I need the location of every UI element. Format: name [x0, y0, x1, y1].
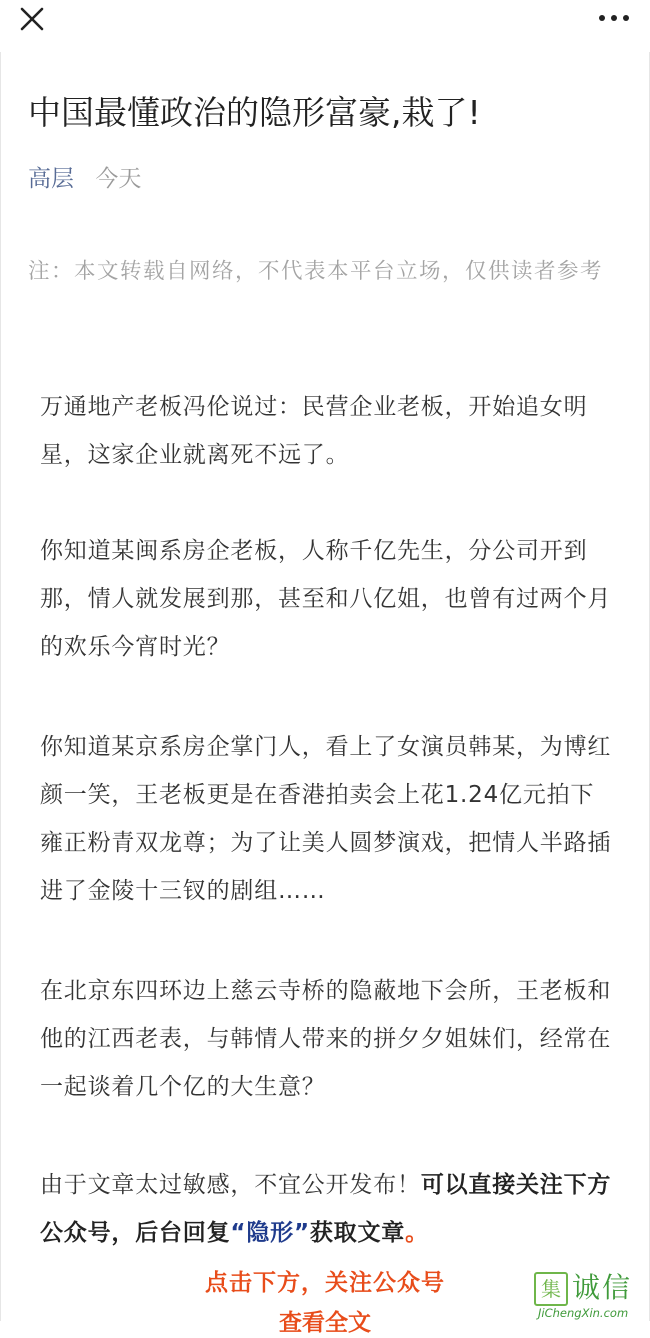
paragraph-1: 万通地产老板冯伦说过：民营企业老板，开始追女明星，这家企业就离死不远了。: [40, 394, 588, 468]
quote-open: “: [230, 1220, 247, 1246]
final-period: 。: [405, 1220, 429, 1246]
watermark-logo-char: 集: [541, 1277, 561, 1301]
author-link[interactable]: 高层: [28, 166, 74, 192]
final-bold-text: 可以直接关注下方公众号，后台回复: [40, 1172, 612, 1246]
keyword: 隐形: [246, 1220, 294, 1246]
page-border-left: [0, 52, 1, 1321]
final-bold-text-2: 获取文章: [309, 1220, 406, 1246]
close-icon[interactable]: [18, 5, 46, 33]
paragraph-2: 你知道某闽系房企老板，人称千亿先生，分公司开到那，情人就发展到那，甚至和八亿姐，也曾有过两个月的欢乐今宵时光？: [40, 538, 612, 660]
paragraph-3: 你知道某京系房企掌门人，看上了女演员韩某，为博红颜一笑，王老板更是在香港拍卖会上花1.24亿元拍下雍正粉青双龙尊；为了让美人圆梦演戏，把情人半路插进了金陵十三钗的剧组……: [40, 734, 612, 904]
more-options-icon[interactable]: [596, 8, 632, 28]
paragraph-4: 在北京东四环边上慈云寺桥的隐蔽地下会所，王老板和他的江西老表，与韩情人带来的拼夕夕姐妹们，经常在一起谈着几个亿的大生意？: [40, 978, 612, 1100]
watermark-name: 诚信: [572, 1271, 633, 1304]
read-full-cta[interactable]: 查看全文: [279, 1310, 371, 1336]
watermark-logo-box: [534, 1272, 568, 1306]
disclaimer-note: 注：本文转载自网络，不代表本平台立场，仅供读者参考: [28, 259, 604, 284]
final-plain-text: 由于文章太过敏感，不宜公开发布！: [40, 1172, 421, 1198]
top-toolbar: [0, 0, 650, 40]
paragraph-final: [40, 1161, 614, 1257]
article-title: 中国最懂政治的隐形富豪,栽了!: [28, 93, 481, 132]
follow-cta[interactable]: 点击下方，关注公众号: [205, 1270, 445, 1296]
site-watermark: [534, 1270, 646, 1321]
publish-date: 今天: [95, 166, 142, 192]
quote-close: ”: [293, 1220, 310, 1246]
article-meta: [28, 161, 141, 197]
watermark-url: JiChengXin.com: [538, 1306, 629, 1320]
